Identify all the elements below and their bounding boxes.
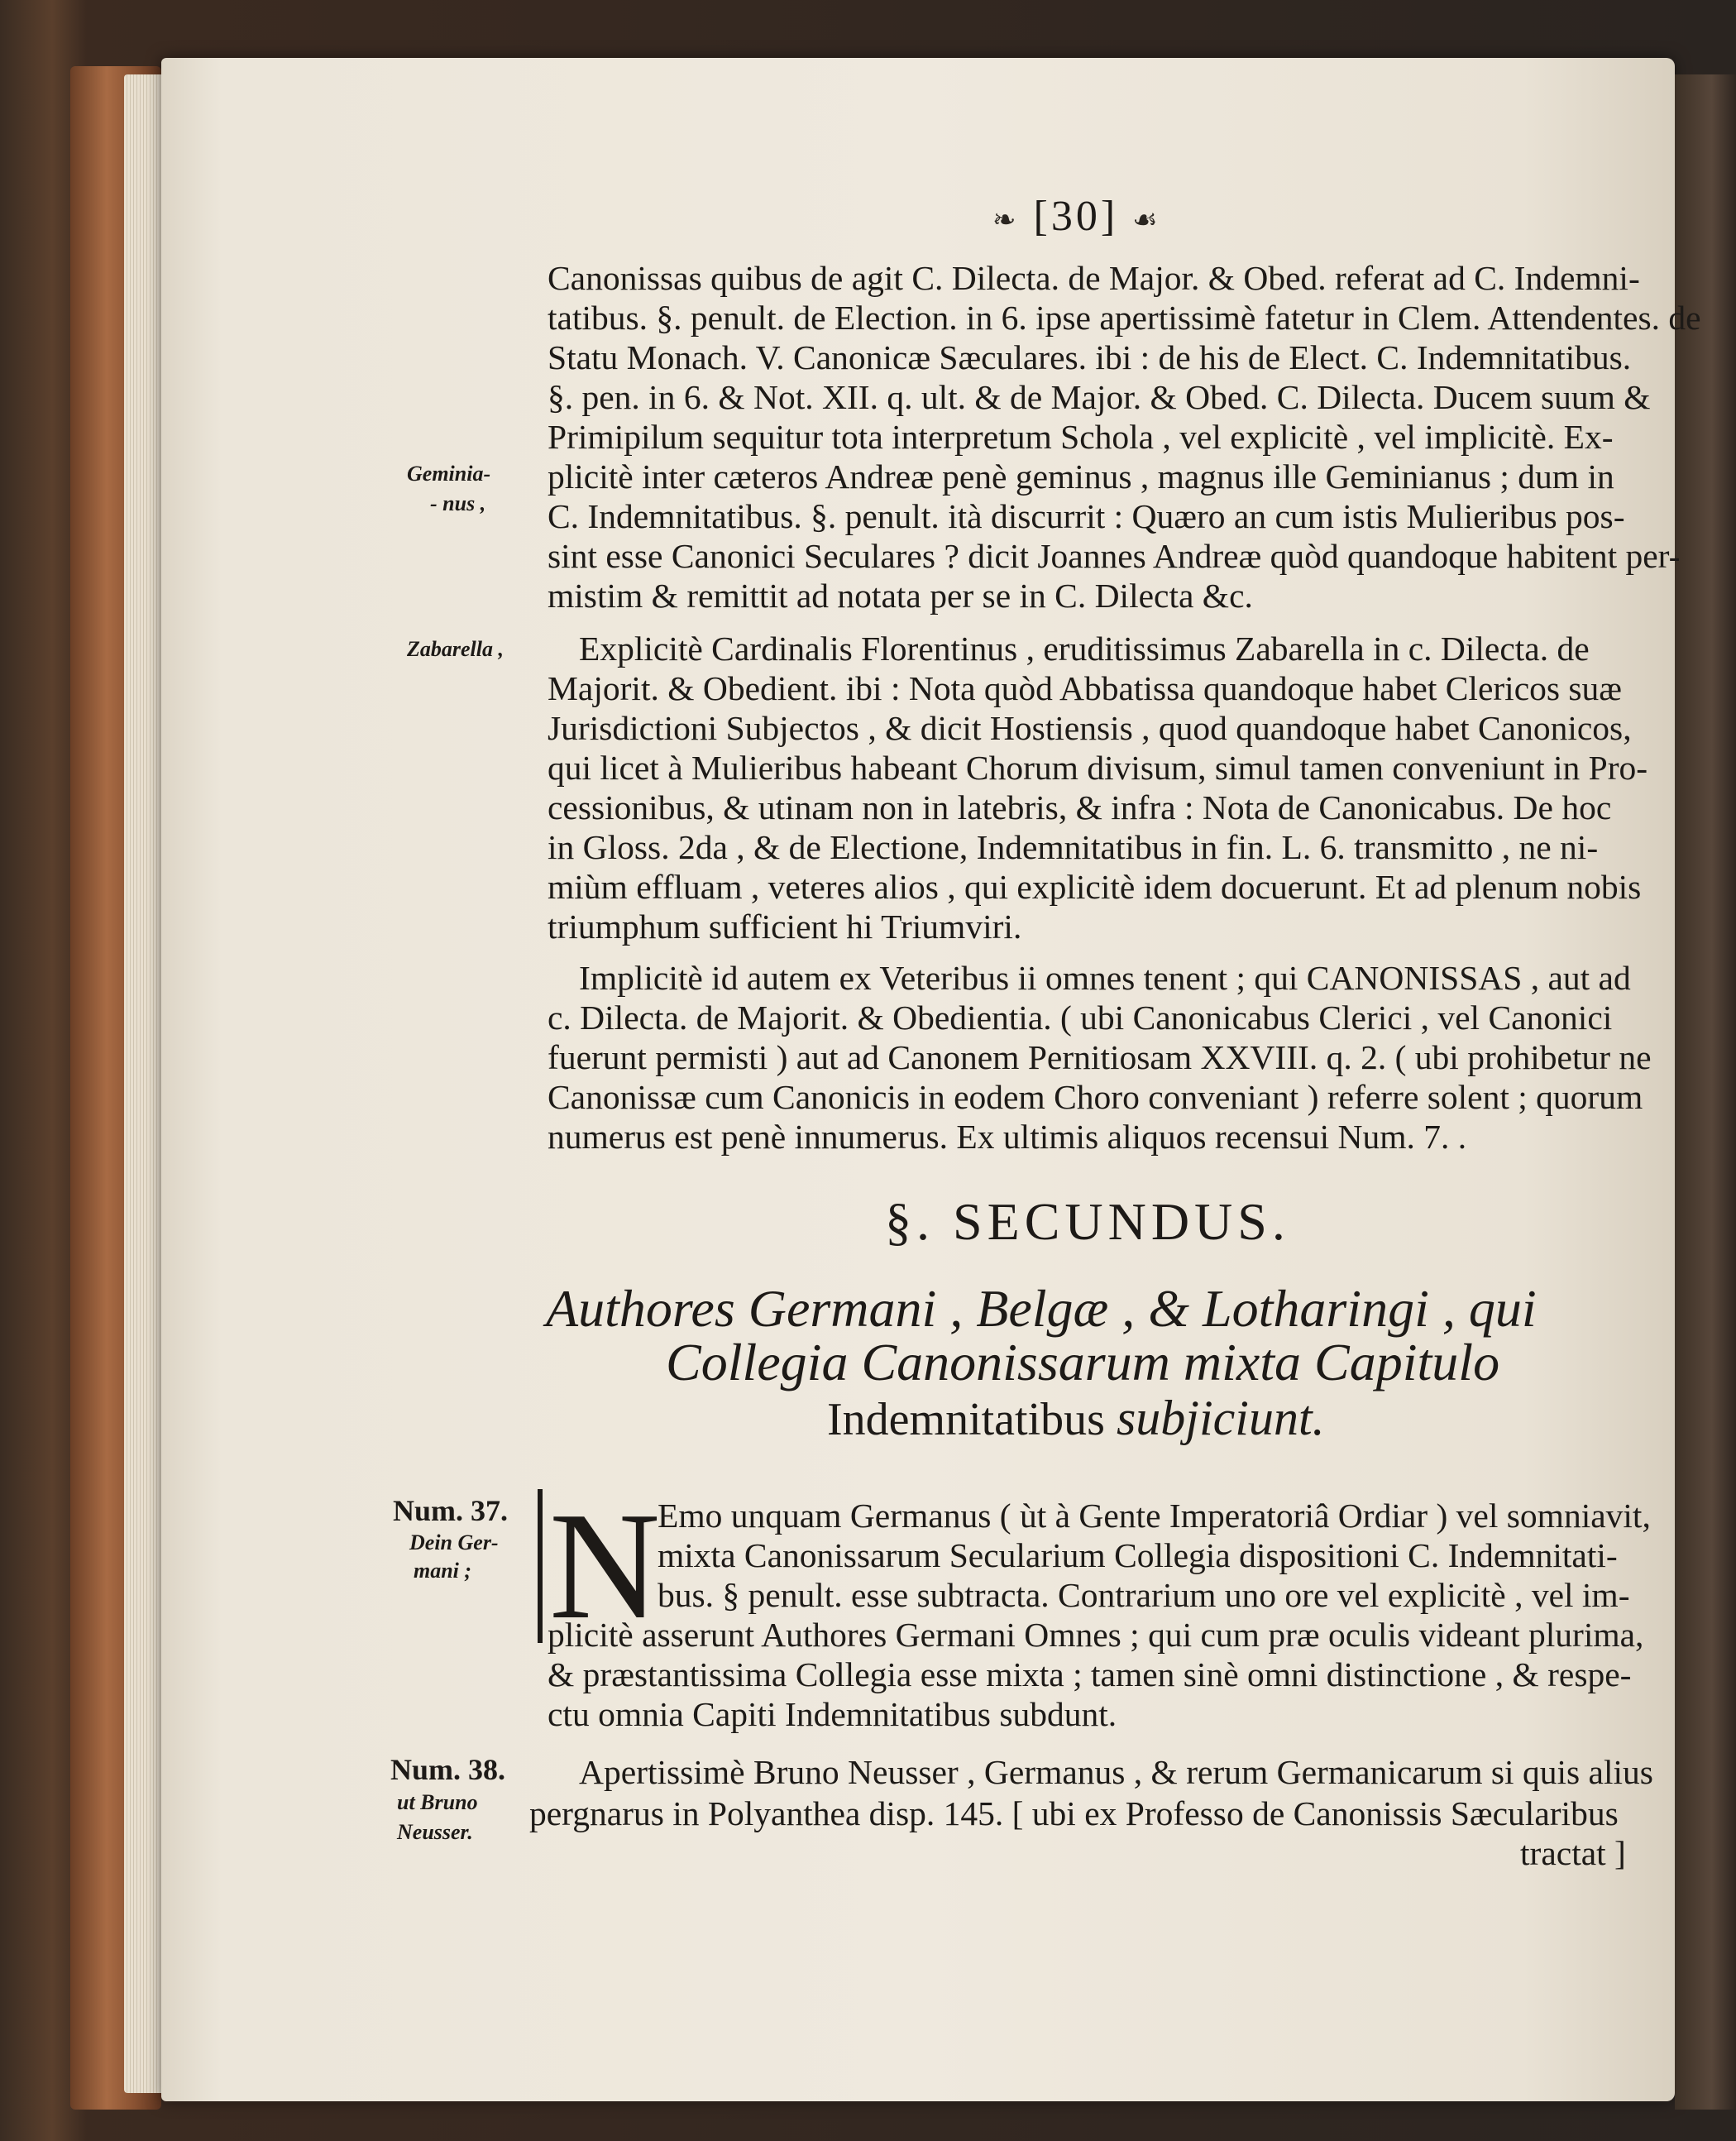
body-line: in Gloss. 2da , & de Electione, Indemnitatibus in fin. L. 6. transmitto , ne ni- bbox=[548, 828, 1599, 866]
body-line: Jurisdictioni Subjectos , & dicit Hostiensis , quod quandoque habet Canonicos, bbox=[548, 709, 1632, 747]
body-line: sint esse Canonici Seculares ? dicit Joannes Andreæ quòd quandoque habitent per- bbox=[548, 537, 1681, 575]
section-subtitle: Authores Germani , Belgæ , & Lotharingi , qui bbox=[546, 1279, 1537, 1338]
page-number-text: [30] bbox=[1033, 193, 1119, 240]
body-line: Majorit. & Obedient. ibi : Nota quòd Abbatissa quandoque habet Clericos suæ bbox=[548, 669, 1622, 707]
margin-number-37: Num. 37. bbox=[393, 1494, 509, 1527]
subtitle-plain-word: Indemnitatibus bbox=[827, 1394, 1105, 1445]
body-line: & præstantissima Collegia esse mixta ; tamen sinè omni distinctione , & respe- bbox=[548, 1655, 1632, 1693]
body-line: c. Dilecta. de Majorit. & Obedientia. ( ubi Canonicabus Clerici , vel Canonici bbox=[548, 999, 1613, 1037]
body-line: triumphum sufficient hi Triumviri. bbox=[548, 908, 1022, 946]
ornament-right-icon: ☙ bbox=[1132, 205, 1161, 237]
section-subtitle-last bbox=[827, 1390, 1325, 1447]
body-line: cessionibus, & utinam non in latebris, & infra : Nota de Canonicabus. De hoc bbox=[548, 788, 1612, 826]
body-line: Primipilum sequitur tota interpretum Schola , vel explicitè , vel implicitè. Ex- bbox=[548, 418, 1614, 456]
body-line: Canonissæ cum Canonicis in eodem Choro conveniant ) referre solent ; quorum bbox=[548, 1078, 1643, 1116]
body-line: numerus est penè innumerus. Ex ultimis aliquos recensui Num. 7. . bbox=[548, 1118, 1467, 1156]
body-line: mixta Canonissarum Secularium Collegia dispositioni C. Indemnitati- bbox=[658, 1536, 1618, 1574]
margin-note-num38: ut Bruno bbox=[397, 1790, 478, 1814]
margin-note-num38: Neusser. bbox=[397, 1820, 473, 1844]
body-line: mistim & remittit ad notata per se in C. Dilecta &c. bbox=[548, 577, 1253, 615]
body-line: fuerunt permisti ) aut ad Canonem Pernitiosam XXVIII. q. 2. ( ubi prohibetur ne bbox=[548, 1038, 1652, 1076]
body-line: §. pen. in 6. & Not. XII. q. ult. & de Major. & Obed. C. Dilecta. Ducem suum & bbox=[548, 378, 1651, 416]
catchword: tractat ] bbox=[1520, 1834, 1626, 1872]
body-line: Emo unquam Germanus ( ùt à Gente Imperatoriâ Ordiar ) vel somniavit, bbox=[658, 1497, 1651, 1535]
body-line: C. Indemnitatibus. §. penult. ità discurrit : Quæro an cum istis Mulieribus pos- bbox=[548, 497, 1625, 535]
margin-note-geminianus: Geminia- bbox=[407, 462, 491, 486]
section-title: §. SECUNDUS. bbox=[885, 1192, 1290, 1251]
body-line: ctu omnia Capiti Indemnitatibus subdunt. bbox=[548, 1695, 1117, 1733]
body-line: Implicitè id autem ex Veteribus ii omnes tenent ; qui CANONISSAS , aut ad bbox=[579, 959, 1631, 997]
body-line: qui licet à Mulieribus habeant Chorum divisum, simul tamen conveniunt in Pro- bbox=[548, 749, 1648, 787]
margin-note-num37: Dein Ger- bbox=[409, 1530, 499, 1554]
margin-note-num37: mani ; bbox=[414, 1559, 472, 1583]
body-line: pergnarus in Polyanthea disp. 145. [ ubi ex Professo de Canonissis Sæcularibus bbox=[529, 1794, 1619, 1832]
margin-number-38: Num. 38. bbox=[390, 1753, 506, 1786]
body-line: miùm effluam , veteres alios , qui explicitè idem docuerunt. Et ad plenum nobis bbox=[548, 868, 1642, 906]
drop-cap: N bbox=[538, 1489, 660, 1643]
subtitle-italic-word: subjiciunt. bbox=[1116, 1391, 1325, 1445]
margin-note-geminianus: - nus , bbox=[430, 491, 486, 515]
body-line: plicitè asserunt Authores Germani Omnes ; qui cum præ oculis videant plurima, bbox=[548, 1616, 1644, 1654]
body-line: tatibus. §. penult. de Election. in 6. ipse apertissimè fatetur in Clem. Attendentes. de bbox=[548, 299, 1701, 337]
cover-right bbox=[1675, 74, 1736, 2110]
body-line: Statu Monach. V. Canonicæ Sæculares. ibi : de his de Elect. C. Indemnitatibus. bbox=[548, 338, 1632, 376]
ornament-left-icon: ❧ bbox=[992, 205, 1020, 237]
body-line: Apertissimè Bruno Neusser , Germanus , & rerum Germanicarum si quis alius bbox=[579, 1753, 1653, 1791]
body-line: Canonissas quibus de agit C. Dilecta. de Major. & Obed. referat ad C. Indemni- bbox=[548, 259, 1640, 297]
section-subtitle: Collegia Canonissarum mixta Capitulo bbox=[666, 1333, 1500, 1391]
page-number bbox=[992, 192, 1161, 241]
body-line: bus. § penult. esse subtracta. Contrarium uno ore vel explicitè , vel im- bbox=[658, 1576, 1630, 1614]
margin-note-zabarella: Zabarella , bbox=[407, 637, 504, 661]
body-line: Explicitè Cardinalis Florentinus , eruditissimus Zabarella in c. Dilecta. de bbox=[579, 630, 1590, 668]
body-line: plicitè inter cæteros Andreæ penè geminus , magnus ille Geminianus ; dum in bbox=[548, 457, 1614, 496]
